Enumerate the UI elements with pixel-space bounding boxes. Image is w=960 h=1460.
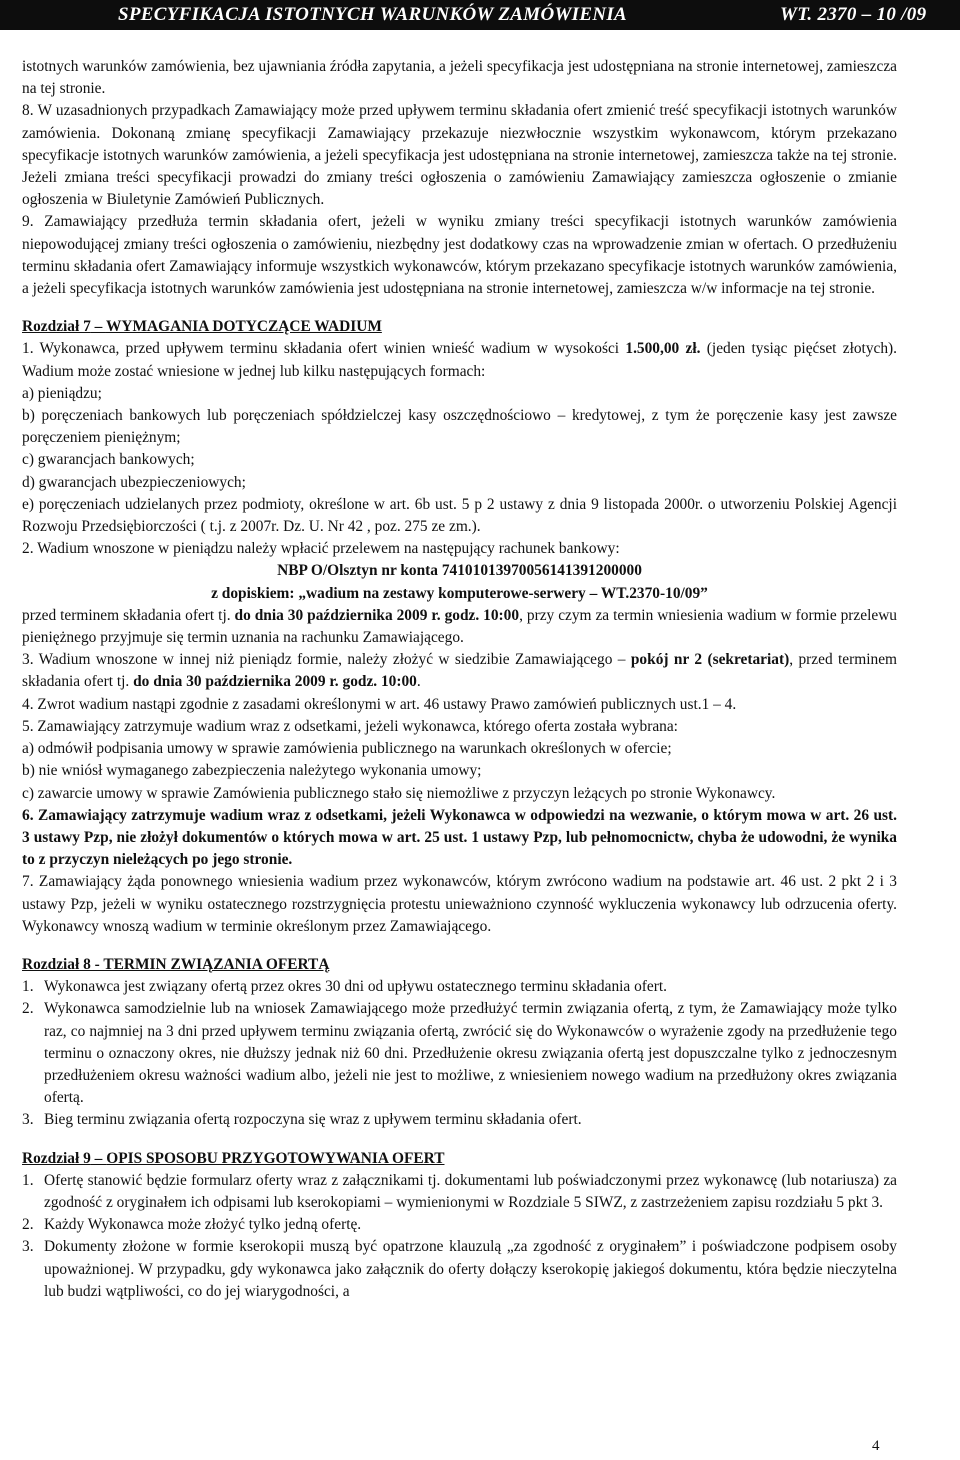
chapter-7-title: WYMAGANIA DOTYCZĄCE WADIUM <box>105 318 382 336</box>
paragraph-9: 9. Zamawiający przedłuża termin składania ofert, jeżeli w wyniku zmiany treści specyfikacji istotnych warunków zamówienia niepowodującej zmiany treści ogłoszenia o zamówieniu, niezbędny jest dodatkowy czas na wprowadzenie zmian w ofertach. O przedłużeniu terminu składania ofert Zamawiający informuje wszystkich wykonawców, którym przekazano specyfikacje istotnych warunków zamówienia, a jeżeli specyfikacja istotnych warunków zamówienia jest udostępniana na stronie internetowej, zamieszcza w/w informacje na tej stronie. <box>22 213 897 298</box>
chapter-7-form-c: c) gwarancjach bankowych; <box>22 451 195 469</box>
chapter-7-form-a: a) pieniądzu; <box>22 384 102 402</box>
chapter-9-title: OPIS SPOSOBU PRZYGOTOWYWANIA OFERT <box>106 1149 445 1167</box>
paragraph-intro: istotnych warunków zamówienia, bez ujawniania źródła zapytania, a jeżeli specyfikacja jest udostępniana na stronie internetowej, zamieszcza na tej stronie. <box>22 58 897 98</box>
page-header <box>0 0 960 30</box>
chapter-7-item-3: 3. Wadium wnoszone w innej niż pieniądz formie, należy złożyć w siedzibie Zamawiającego – pokój nr 2 (sekretariat), przed terminem składania ofert tj. do dnia 30 października 2009 r. godz. 10:00. <box>22 651 898 691</box>
chapter-7-item-2-deadline: przed terminem składania ofert tj. do dnia 30 października 2009 r. godz. 10:00, przy czym za termin wniesienia wadium w formie przelewu pieniężnego przyjmuje się termin uznania na rachunku Zamawiającego. <box>22 606 898 647</box>
document-body <box>22 56 897 1303</box>
room-number: pokój nr 2 (sekretariat) <box>630 651 790 669</box>
bank-account: NBP O/Olsztyn nr konta 74101013970056141391200000 <box>277 562 642 580</box>
chapter-7-item-5c: c) zawarcie umowy w sprawie Zamówienia publicznego stało się niemożliwe z przyczyn leżących po stronie Wykonawcy. <box>22 784 776 802</box>
chapter-7-item-5b: b) nie wniósł wymaganego zabezpieczenia należytego wykonania umowy; <box>22 762 482 780</box>
chapter-7-item-4: 4. Zwrot wadium nastąpi zgodnie z zasadami określonymi w art. 46 ustawy Prawo zamówień publicznych ust.1 – 4. <box>22 695 737 713</box>
chapter-7-item-7: 7. Zamawiający żąda ponownego wniesienia wadium przez wykonawców, którym zwrócono wadium na podstawie art. 46 ust. 2 pkt 2 i 3 ustawy Pzp, jeżeli w wyniku ostatecznego rozstrzygnięcia protestu unieważniono czynność wykluczenia wykonawcy lub odrzucenia oferty. Wykonawcy wnoszą wadium w terminie określonym przez Zamawiającego. <box>22 873 897 935</box>
chapter-7-item-1: 1. Wykonawca, przed upływem terminu składania ofert winien wnieść wadium w wysokości 1.500,00 zł. (jeden tysiąc pięćset złotych). Wadium może zostać wniesione w jednej lub kilku następujących formach: <box>22 340 898 380</box>
deadline-date: do dnia 30 października 2009 r. godz. 10:00 <box>133 673 417 691</box>
chapter-9-item-3: 3. Dokumenty złożone w formie kserokopii muszą być opatrzone klauzulą „za zgodność z oryginałem” i poświadczone podpisem osoby upoważnionej. W przypadku, gdy wykonawca jako załącznik do oferty dołączy kserokopię jakiegoś dokumentu, która będzie nieczytelna lub budzi wątpliwości, co do jej wiarygodności, a <box>22 1238 897 1300</box>
page-number: 4 <box>872 1438 880 1454</box>
document-number: WT. 2370 – 10 /09 <box>780 4 927 25</box>
wadium-amount: 1.500,00 zł. <box>625 340 701 358</box>
chapter-7-item-6: 6. Zamawiający zatrzymuje wadium wraz z odsetkami, jeżeli Wykonawca w odpowiedzi na wezwanie, o którym mowa w art. 26 ust. 3 ustawy Pzp, nie złożył dokumentów o których mowa w art. 25 ust. 1 ustawy Pzp, lub pełnomocnictw, chyba że udowodni, że wynika to z przyczyn nieleżących po jego stronie. <box>22 806 897 869</box>
chapter-8-item-2: 2. Wykonawca samodzielnie lub na wniosek Zamawiającego może przedłużyć termin związania ofertą, z tym, że Zamawiający może tylko raz, co najmniej na 3 dni przed upływem terminu związania ofertą, zwrócić się do Wykonawców o wyrażenie zgody na przedłużenie tego terminu o oznaczony okres, nie dłuższy jednak niż 60 dni. Przedłużenie okresu związania ofertą jest dopuszczalne tylko z jednoczesnym przedłużeniem okresu ważności wadium albo, jeżeli nie jest to możliwe, z wniesieniem nowego wadium na przedłużony okres związania ofertą. <box>22 1000 897 1107</box>
paragraph-8: 8. W uzasadnionych przypadkach Zamawiający może przed upływem terminu składania ofert zmienić treść specyfikacji istotnych warunków zamówienia. Dokonaną zmianę specyfikacji Zamawiający przekazuje niezwłocznie wszystkim wykonawcom, którym przekazano specyfikacje istotnych warunków zamówienia, a jeżeli specyfikacja jest udostępniana na stronie internetowej, zamieszcza także na tej stronie. Jeżeli zmiana treści specyfikacji prowadzi do zmiany treści ogłoszenia o zamówieniu Zamawiający zamieszcza ogłoszenie o zmianie ogłoszenia w Biuletynie Zamówień Publicznych. <box>22 102 897 209</box>
bank-transfer-note: z dopiskiem: „wadium na zestawy komputerowe-serwery – WT.2370-10/09” <box>211 584 708 602</box>
chapter-7-form-d: d) gwarancjach ubezpieczeniowych; <box>22 473 246 491</box>
chapter-7-item-5a: a) odmówił podpisania umowy w sprawie zamówienia publicznego na warunkach określonych w ofercie; <box>22 740 672 758</box>
chapter-9-item-1: 1. Ofertę stanowić będzie formularz oferty wraz z załącznikami tj. dokumentami lub poświadczonymi przez wykonawcę (lub notariusza) za zgodność z oryginałem ich odpisami lub kserokopiami – wymienionymi w Rozdziale 5 SIWZ, z zastrzeżeniem zapisu rozdziału 5 pkt 3. <box>22 1171 897 1211</box>
chapter-7-item-5: 5. Zamawiający zatrzymuje wadium wraz z odsetkami, jeżeli wykonawca, którego oferta została wybrana: <box>22 717 678 735</box>
chapter-9-heading: Rozdział 9 – OPIS SPOSOBU PRZYGOTOWYWANIA OFERT <box>22 1149 445 1167</box>
chapter-9-item-2: 2. Każdy Wykonawca może złożyć tylko jedną ofertę. <box>22 1216 362 1234</box>
chapter-7-form-b: b) poręczeniach bankowych lub poręczeniach spółdzielczej kasy oszczędnościowo – kredytowej, z tym że poręczenie kasy jest zawsze poręczeniem pieniężnym; <box>22 407 897 447</box>
chapter-7-item-2: 2. Wadium wnoszone w pieniądzu należy wpłacić przelewem na następujący rachunek bankowy: <box>22 540 620 558</box>
chapter-7-form-e: e) poręczeniach udzielanych przez podmioty, określone w art. 6b ust. 5 p 2 ustawy z dnia 9 listopada 2000r. o utworzeniu Polskiej Agencji Rozwoju Przedsiębiorczości ( t.j. z 2007r. Dz. U. Nr 42 , poz. 275 ze zm.). <box>22 495 897 536</box>
chapter-8-heading: Rozdział 8 - TERMIN ZWIĄZANIA OFERTĄ <box>22 955 330 973</box>
chapter-8-item-3: 3. Bieg terminu związania ofertą rozpoczyna się wraz z upływem terminu składania ofert. <box>22 1111 582 1129</box>
chapter-8-item-1: 1. Wykonawca jest związany ofertą przez okres 30 dni od upływu ostatecznego terminu składania ofert. <box>22 978 668 996</box>
chapter-7-heading: Rozdział 7 – WYMAGANIA DOTYCZĄCE WADIUM <box>22 318 382 336</box>
deadline-date: do dnia 30 października 2009 r. godz. 10:00 <box>234 606 520 624</box>
document-title: SPECYFIKACJA ISTOTNYCH WARUNKÓW ZAMÓWIENIA <box>118 4 628 25</box>
